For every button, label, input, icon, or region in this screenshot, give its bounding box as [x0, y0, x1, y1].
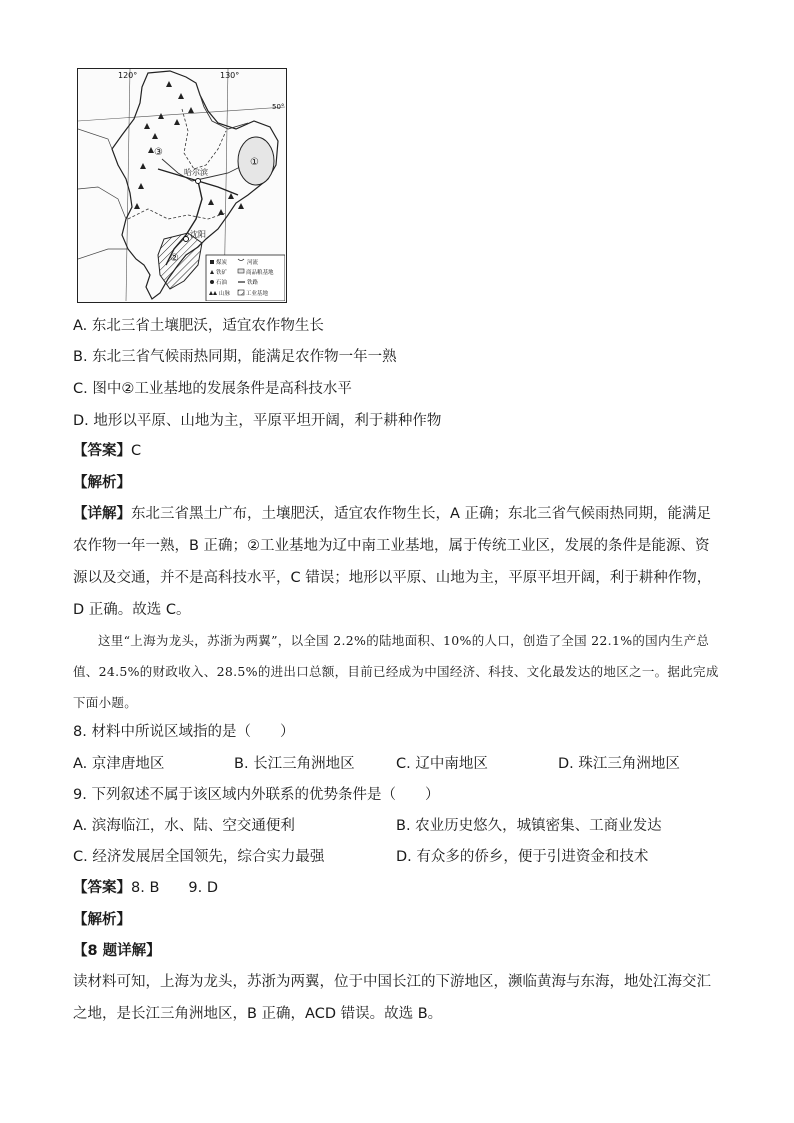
label-shenyang: 沈阳	[190, 230, 206, 239]
q8-detail-label: 【8 题详解】	[73, 943, 161, 959]
industry-base-icon	[238, 290, 244, 295]
q7-answer-value: C	[131, 443, 142, 459]
label-harbin: 哈尔滨	[184, 168, 208, 177]
outer-border-1	[78, 129, 112, 149]
province-border-1	[182, 109, 226, 169]
q7-detail	[73, 498, 721, 626]
q89-answer	[73, 878, 218, 898]
northeast-china-map	[77, 68, 287, 303]
coal-icon	[210, 260, 214, 264]
legend-iron: 铁矿	[216, 270, 228, 276]
material-passage: 这里“上海为龙头，苏浙为两翼”，以全国 2.2%的陆地面积、10%的人口，创造了全国 22.1%的国内生产总值、24.5%的财政收入、28.5%的进出口总额，目前已经成为中国经济、科技、文化最发达的地区之一。据此完成下面小题。	[73, 633, 719, 710]
q9-option-d: D. 有众多的侨乡，便于引进资金和技术	[396, 849, 649, 865]
q89-answer-label: 【答案】	[73, 880, 131, 896]
outer-border-3	[78, 249, 128, 259]
grain-base-icon	[238, 269, 244, 273]
q7-option-b: B. 东北三省气候雨热同期，能满足农作物一年一熟	[73, 349, 397, 365]
industry-base-liaozhongnan	[158, 233, 202, 289]
q7-option-c: C. 图中②工业基地的发展条件是高科技水平	[73, 381, 352, 397]
q7-answer-label: 【答案】	[73, 443, 131, 459]
shenyang-point	[184, 237, 189, 242]
legend-mountain: 山脉	[219, 291, 231, 297]
label-lat-50: 50°	[272, 103, 285, 111]
q8-option-d: D. 珠江三角洲地区	[558, 756, 680, 772]
q9-option-c: C. 经济发展居全国领先，综合实力最强	[73, 849, 325, 865]
q7-option-a: A. 东北三省土壤肥沃，适宜农作物生长	[73, 318, 324, 334]
q9-option-a: A. 滨海临江，水、陆、空交通便利	[73, 818, 295, 834]
label-marker-3: ③	[154, 147, 163, 158]
legend-oil: 石油	[216, 280, 228, 286]
q7-detail-text: 东北三省黑土广布，土壤肥沃，适宜农作物生长，A 正确；东北三省气候雨热同期，能满足农作物一年一熟，B 正确；②工业基地为辽中南工业基地，属于传统工业区，发展的条件是能源、资源以及交通，并不是高科技水平，C 错误；地形以平原、山地为主，平原平坦开阔，利于耕种作物，D 正确。故选 C。	[73, 506, 712, 618]
q89-analysis-label: 【解析】	[73, 912, 131, 928]
label-marker-2: ②	[170, 253, 179, 264]
harbin-point	[196, 179, 201, 184]
q89-answer-value: 8. B 9. D	[131, 880, 218, 896]
q7-option-d: D. 地形以平原、山地为主，平原平坦开阔，利于耕种作物	[73, 413, 442, 429]
label-lon-130: 130°	[220, 71, 240, 80]
map-legend	[206, 255, 285, 301]
river-1	[198, 89, 248, 129]
legend-industry-base: 工业基地	[246, 291, 269, 297]
outer-border-2	[78, 187, 126, 219]
q8-detail: 读材料可知，上海为龙头，苏浙为两翼，位于中国长江的下游地区，濒临黄海与东海，地处江海交汇之地，是长江三角洲地区，B 正确，ACD 错误。故选 B。	[73, 974, 711, 1022]
railway-east	[198, 181, 238, 195]
legend-railway: 铁路	[247, 280, 259, 286]
q7-answer	[73, 441, 141, 461]
label-marker-1: ①	[250, 157, 259, 168]
q7-analysis-label: 【解析】	[73, 475, 131, 491]
legend-coal: 煤炭	[216, 260, 228, 266]
label-lon-120: 120°	[118, 71, 138, 80]
q9-stem: 9. 下列叙述不属于该区域内外联系的优势条件是（ ）	[73, 787, 440, 803]
oil-icon	[210, 280, 214, 284]
q7-detail-label: 【详解】	[73, 506, 131, 522]
q8-option-a: A. 京津唐地区	[73, 756, 165, 772]
map-svg	[78, 69, 285, 301]
parallel-50	[78, 107, 285, 121]
q8-option-b: B. 长江三角洲地区	[234, 756, 355, 772]
legend-river: 河流	[247, 260, 259, 266]
legend-grain-base: 商品粮基地	[246, 270, 274, 276]
q9-option-b: B. 农业历史悠久，城镇密集、工商业发达	[396, 818, 662, 834]
q8-option-c: C. 辽中南地区	[396, 756, 488, 772]
province-border-2	[128, 209, 226, 219]
q8-stem: 8. 材料中所说区域指的是（ ）	[73, 724, 295, 740]
